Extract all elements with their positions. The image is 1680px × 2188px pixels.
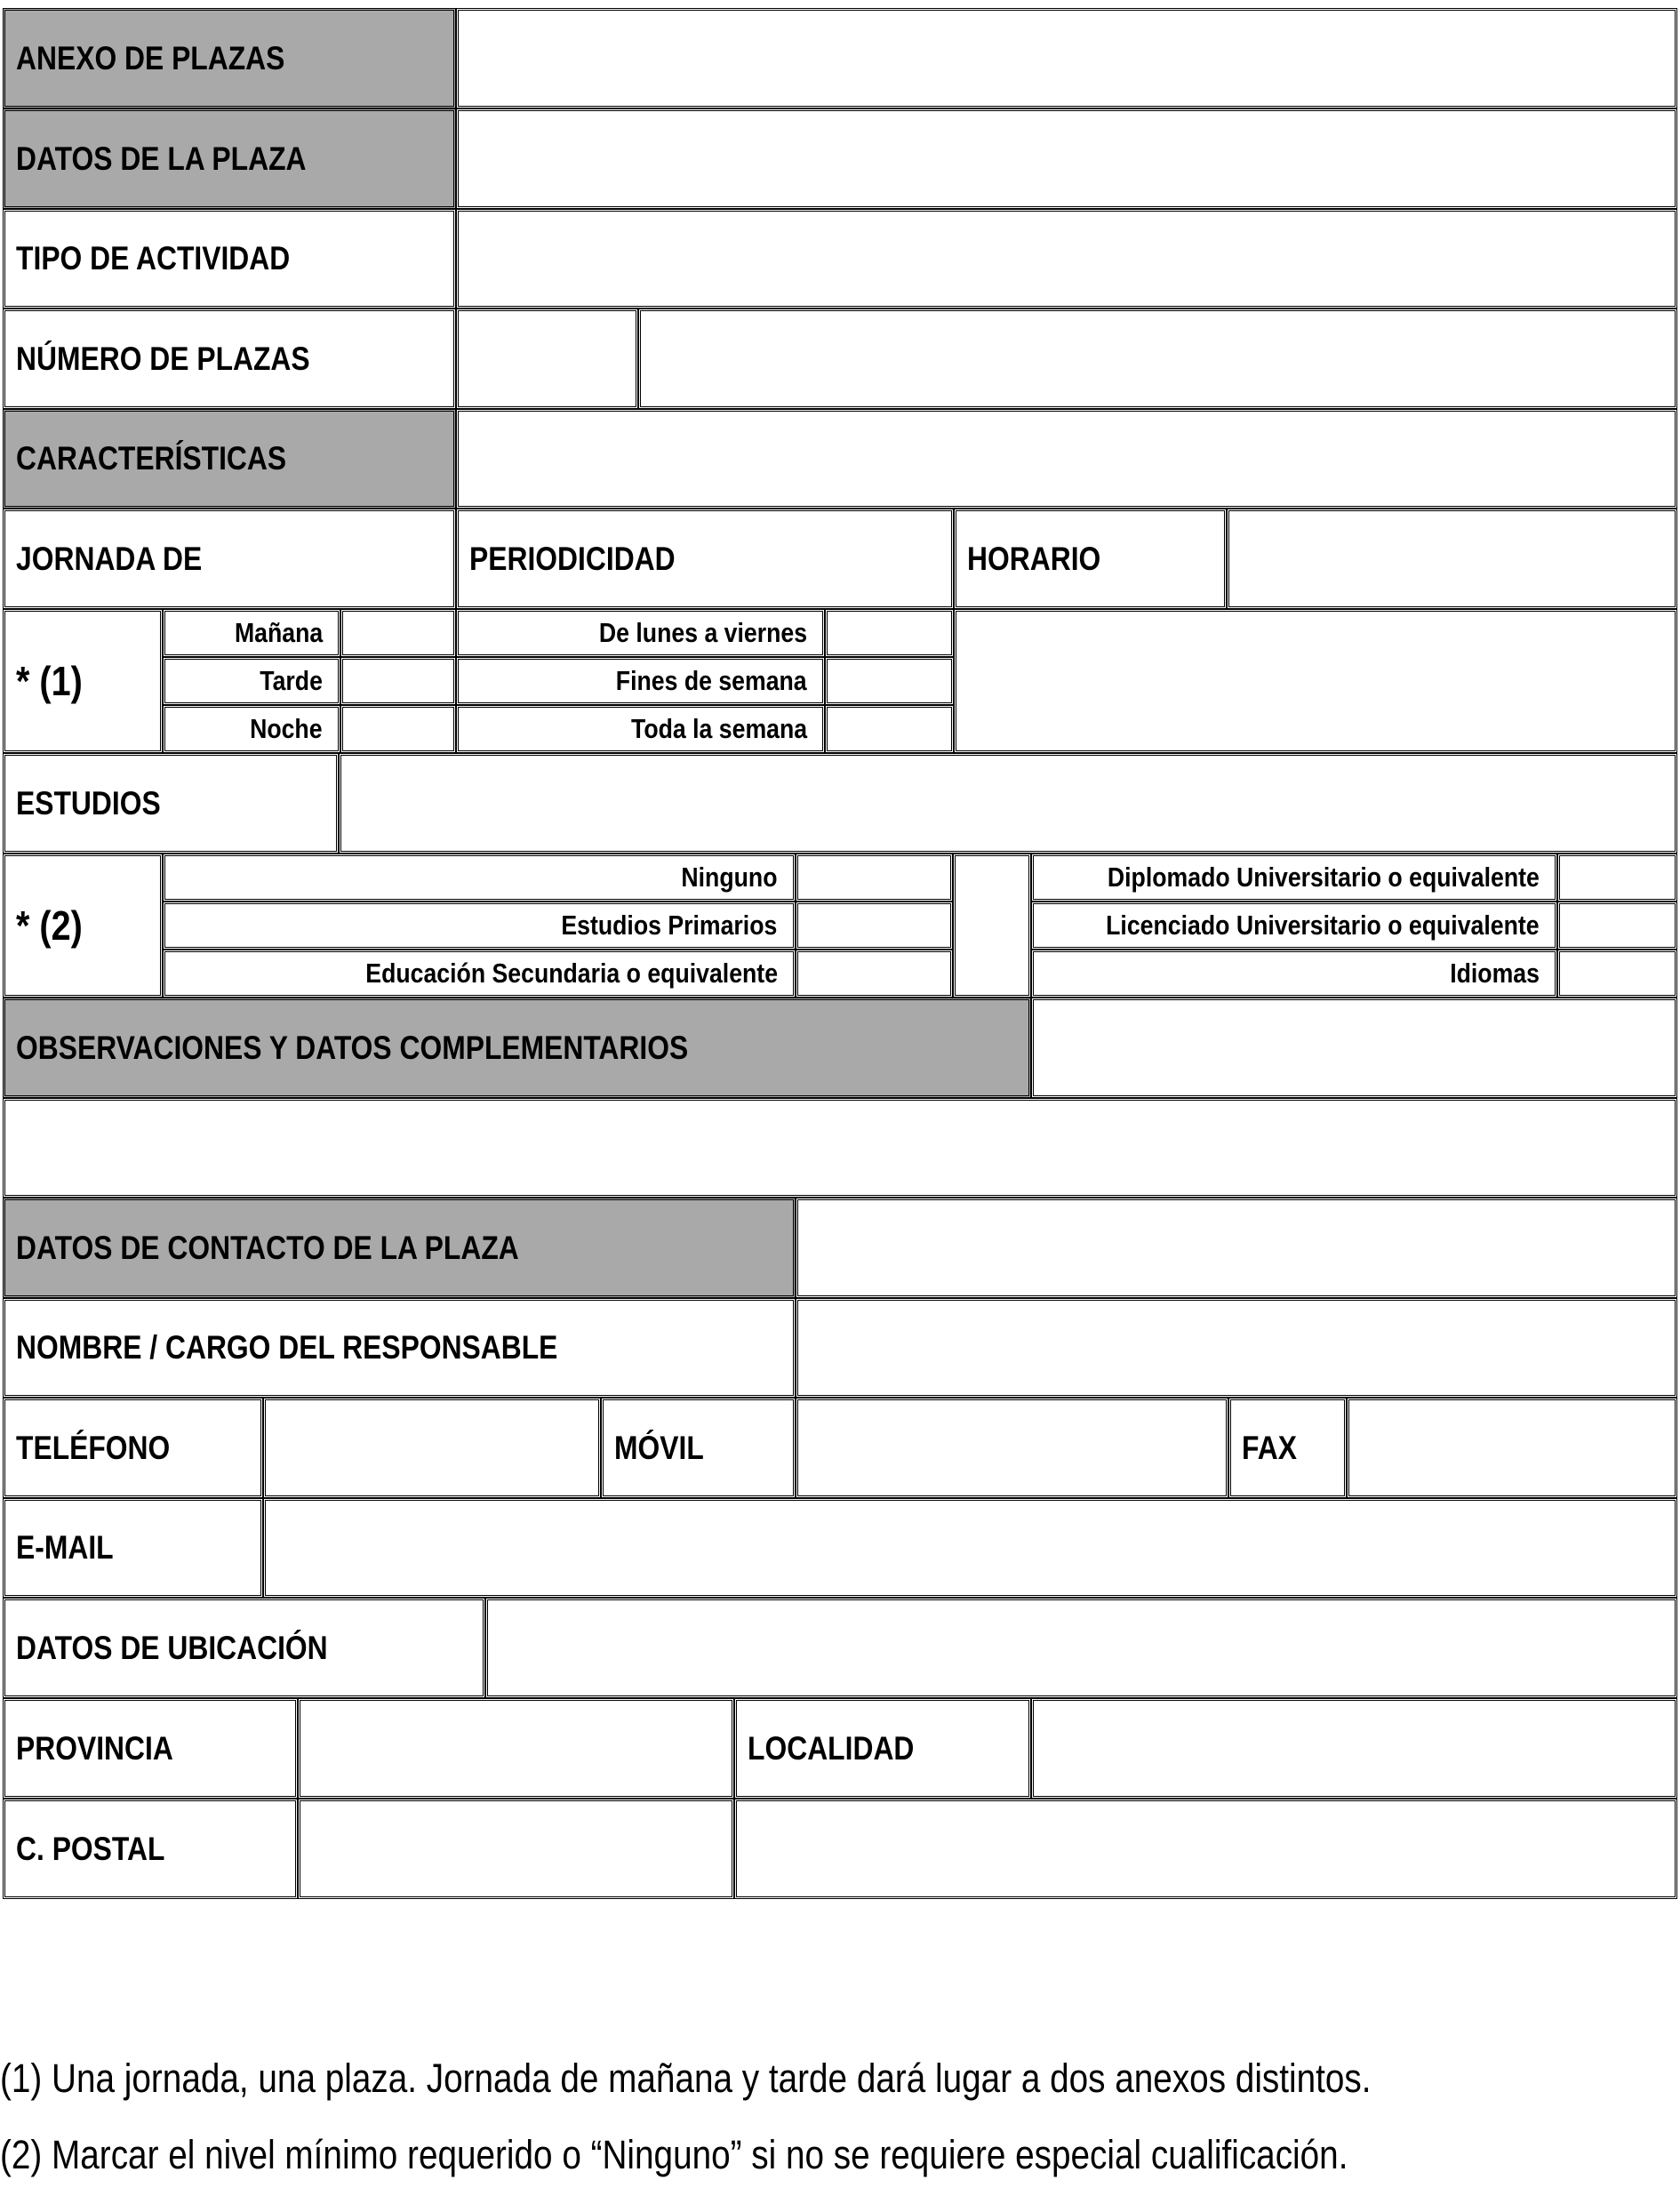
periodicidad-checkbox-toda-semana[interactable]	[825, 705, 954, 753]
estudios-option-label: Diplomado Universitario o equivalente	[1107, 862, 1540, 893]
periodicidad-label: PERIODICIDAD	[469, 540, 676, 577]
section-observaciones-label: OBSERVACIONES Y DATOS COMPLEMENTARIOS	[16, 1029, 689, 1066]
localidad-label-cell	[734, 1698, 1031, 1799]
jornada-option	[163, 609, 340, 657]
responsable-field[interactable]	[796, 1298, 1677, 1398]
section-anexo-header	[3, 8, 456, 108]
periodicidad-option-label: De lunes a viernes	[598, 617, 807, 648]
estudios-option-label: Educación Secundaria o equivalente	[365, 958, 778, 989]
jornada-label-cell	[3, 509, 456, 609]
tipo-actividad-label: TIPO DE ACTIVIDAD	[16, 240, 291, 277]
periodicidad-option	[456, 609, 825, 657]
footnote-1: (1) Una jornada, una plaza. Jornada de mañana y tarde dará lugar a dos anexos distintos.	[0, 2056, 1372, 2101]
horario-label-cell	[954, 509, 1227, 609]
cpostal-field[interactable]	[298, 1799, 734, 1899]
periodicidad-checkbox-lunes-viernes[interactable]	[825, 609, 954, 657]
cpostal-label-cell	[3, 1799, 298, 1899]
cpostal-extra-field[interactable]	[734, 1799, 1677, 1899]
email-field[interactable]	[263, 1498, 1677, 1598]
estudios-field[interactable]	[339, 753, 1677, 854]
jornada-checkbox-manana[interactable]	[340, 609, 456, 657]
estudios-label: ESTUDIOS	[16, 784, 161, 822]
tipo-actividad-field[interactable]	[456, 209, 1677, 309]
estudios-checkbox-primarios[interactable]	[796, 902, 953, 950]
section-observaciones-header	[3, 998, 1031, 1098]
section-datos-plaza-header	[3, 108, 456, 209]
section-contacto-label: DATOS DE CONTACTO DE LA PLAZA	[16, 1229, 519, 1266]
marker-1: * (1)	[16, 658, 83, 704]
estudios-option	[1031, 950, 1557, 998]
section-caracteristicas-label: CARACTERÍSTICAS	[16, 440, 287, 477]
ubicacion-label: DATOS DE UBICACIÓN	[16, 1629, 328, 1666]
email-label-cell	[3, 1498, 263, 1598]
jornada-option-label: Tarde	[260, 665, 323, 696]
telefono-field[interactable]	[263, 1398, 601, 1498]
periodicidad-option	[456, 705, 825, 753]
ubicacion-label-cell	[3, 1598, 485, 1698]
estudios-option-label: Ninguno	[681, 862, 778, 893]
ubicacion-field[interactable]	[485, 1598, 1677, 1698]
estudios-checkbox-diplomado[interactable]	[1557, 854, 1677, 902]
provincia-label: PROVINCIA	[16, 1729, 173, 1767]
section-caracteristicas-header	[3, 409, 456, 509]
numero-plazas-label: NÚMERO DE PLAZAS	[16, 340, 310, 377]
estudios-label-cell	[3, 753, 339, 854]
anexo-field[interactable]	[456, 8, 1677, 108]
fax-label-cell	[1228, 1398, 1347, 1498]
telefono-label-cell	[3, 1398, 263, 1498]
estudios-option	[1031, 902, 1557, 950]
marker-2-cell	[3, 854, 163, 998]
periodicidad-label-cell	[456, 509, 954, 609]
jornada-option-label: Mañana	[234, 617, 323, 648]
contacto-field[interactable]	[796, 1198, 1677, 1298]
localidad-label: LOCALIDAD	[748, 1729, 915, 1767]
provincia-label-cell	[3, 1698, 298, 1799]
jornada-option	[163, 657, 340, 705]
estudios-checkbox-idiomas[interactable]	[1557, 950, 1677, 998]
estudios-checkbox-secundaria[interactable]	[796, 950, 953, 998]
cpostal-label: C. POSTAL	[16, 1830, 165, 1867]
numero-plazas-extra-field[interactable]	[638, 309, 1677, 409]
localidad-field[interactable]	[1031, 1698, 1677, 1799]
caracteristicas-field[interactable]	[456, 409, 1677, 509]
telefono-label: TELÉFONO	[16, 1429, 171, 1466]
estudios-option-label: Licenciado Universitario o equivalente	[1106, 910, 1540, 941]
jornada-checkbox-noche[interactable]	[340, 705, 456, 753]
horario-detail-field[interactable]	[954, 609, 1677, 753]
estudios-checkbox-ninguno[interactable]	[796, 854, 953, 902]
movil-field[interactable]	[796, 1398, 1228, 1498]
section-datos-plaza-label: DATOS DE LA PLAZA	[16, 140, 307, 177]
jornada-checkbox-tarde[interactable]	[340, 657, 456, 705]
estudios-option-label: Estudios Primarios	[561, 910, 778, 941]
footnote-2: (2) Marcar el nivel mínimo requerido o “Ninguno” si no se requiere especial cualificación.	[0, 2132, 1348, 2177]
marker-2: * (2)	[16, 902, 83, 949]
periodicidad-option	[456, 657, 825, 705]
movil-label-cell	[601, 1398, 796, 1498]
numero-plazas-label-cell	[3, 309, 456, 409]
periodicidad-option-label: Toda la semana	[630, 713, 807, 744]
jornada-option	[163, 705, 340, 753]
jornada-label: JORNADA DE	[16, 540, 203, 577]
estudios-option	[163, 950, 796, 998]
fax-label: FAX	[1242, 1429, 1297, 1466]
jornada-option-label: Noche	[250, 713, 323, 744]
periodicidad-checkbox-fines-semana[interactable]	[825, 657, 954, 705]
responsable-label-cell	[3, 1298, 796, 1398]
estudios-option	[163, 902, 796, 950]
section-contacto-header	[3, 1198, 796, 1298]
email-label: E-MAIL	[16, 1529, 114, 1566]
estudios-option	[163, 854, 796, 902]
observaciones-field[interactable]	[3, 1098, 1677, 1198]
estudios-option	[1031, 854, 1557, 902]
tipo-actividad-label-cell	[3, 209, 456, 309]
horario-field[interactable]	[1227, 509, 1677, 609]
periodicidad-option-label: Fines de semana	[615, 665, 807, 696]
fax-field[interactable]	[1347, 1398, 1677, 1498]
observaciones-side-field[interactable]	[1031, 998, 1677, 1098]
section-anexo-label: ANEXO DE PLAZAS	[16, 39, 285, 76]
movil-label: MÓVIL	[614, 1429, 704, 1466]
marker-1-cell	[3, 609, 163, 753]
numero-plazas-field[interactable]	[456, 309, 638, 409]
datos-plaza-field[interactable]	[456, 108, 1677, 209]
provincia-field[interactable]	[298, 1698, 734, 1799]
estudios-option-label: Idiomas	[1450, 958, 1540, 989]
responsable-label: NOMBRE / CARGO DEL RESPONSABLE	[16, 1329, 558, 1366]
horario-label: HORARIO	[967, 540, 1101, 577]
estudios-checkbox-licenciado[interactable]	[1557, 902, 1677, 950]
estudios-separator-cell	[953, 854, 1031, 998]
